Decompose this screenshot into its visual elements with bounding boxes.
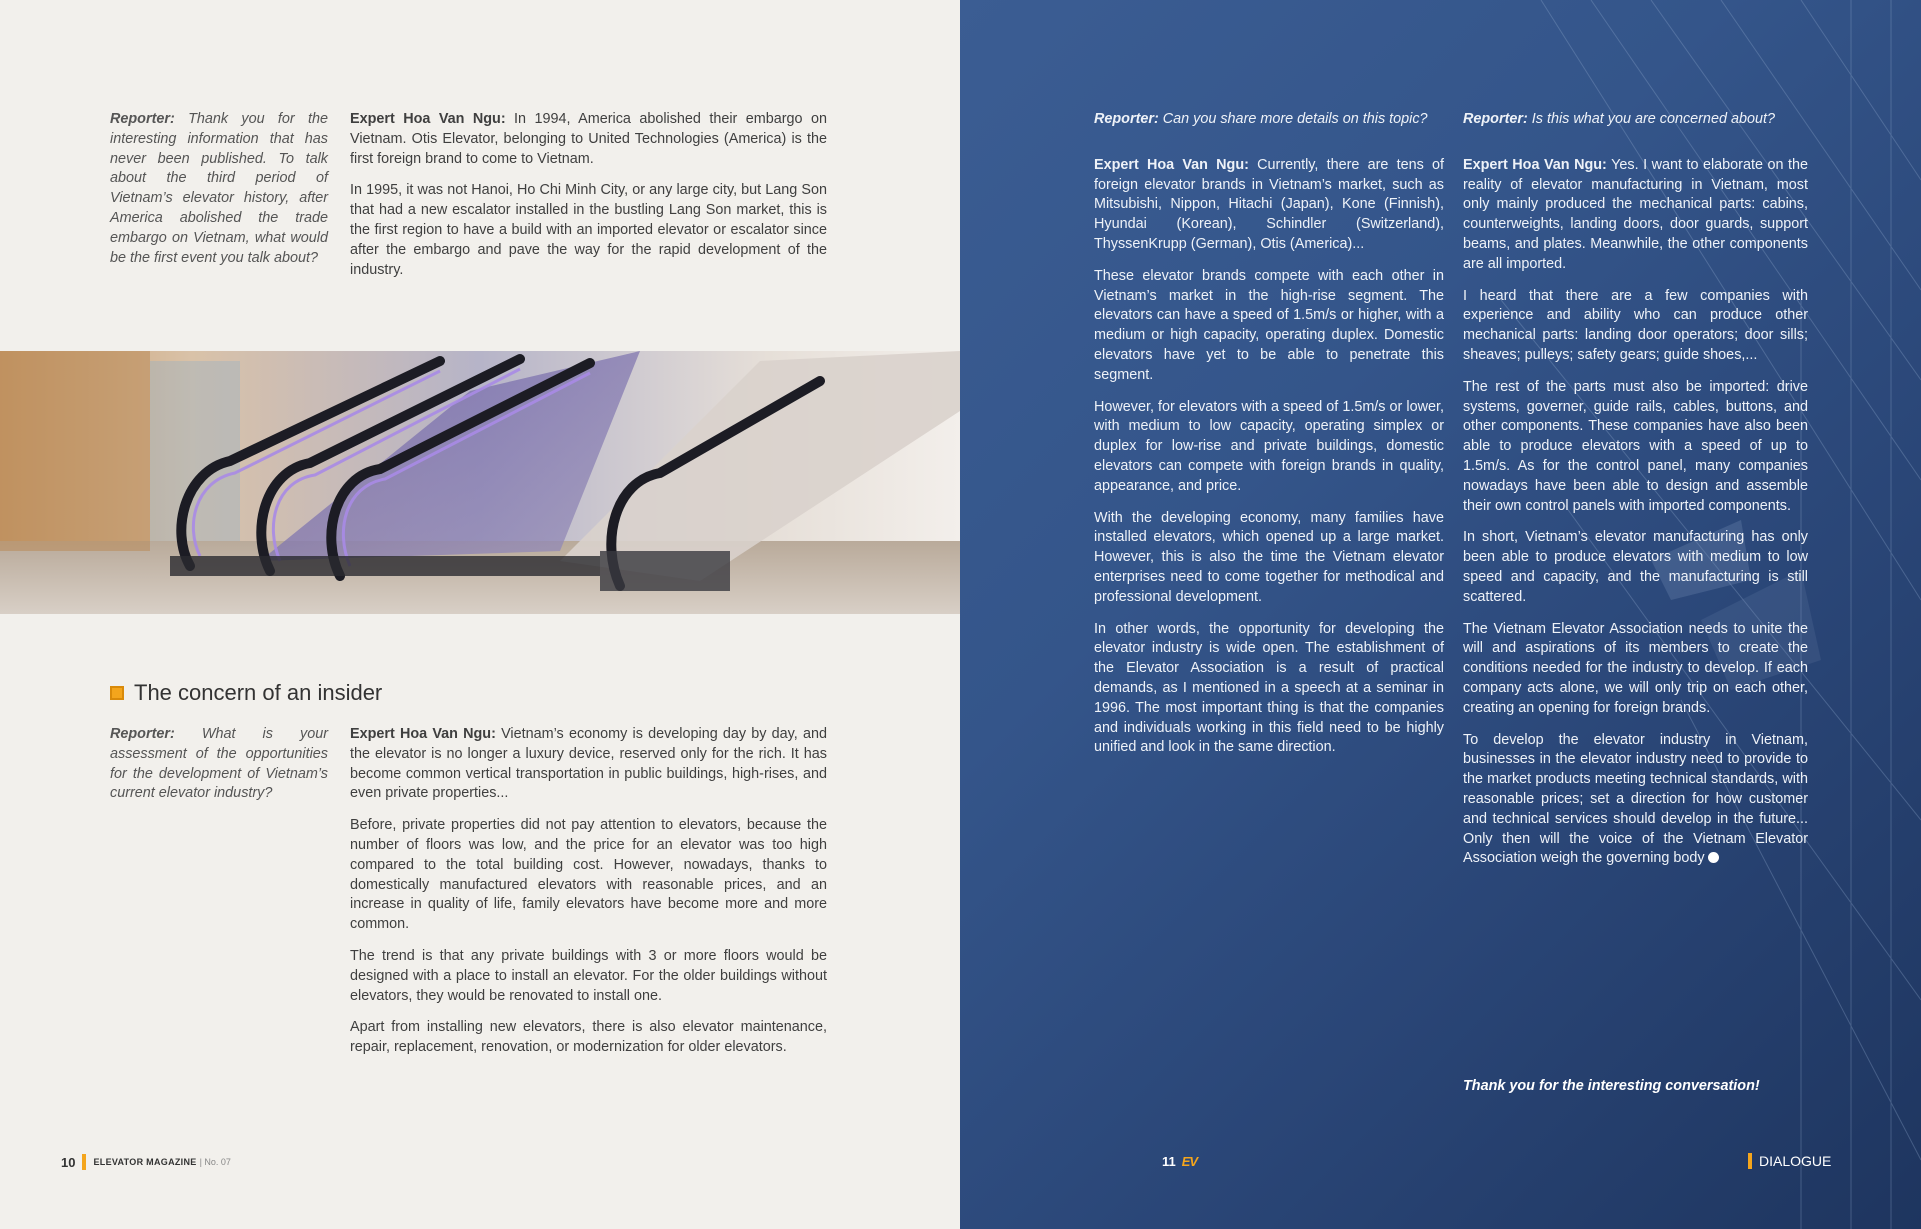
reporter-label: Reporter: bbox=[110, 111, 175, 127]
answer-paragraph: Expert Hoa Van Ngu: Currently, there are tens of foreign elevator brands in Vietnam’s market, such as Mitsubishi, Nippon, Hitachi (Japan), Kone (Finnish), Hyundai (Korean), Schindler (Switzerland), ThyssenKrupp (German), Otis (America)... bbox=[1094, 156, 1444, 252]
reporter-question-3: Reporter: Can you share more details on this topic? bbox=[1094, 111, 1428, 127]
expert-label: Expert Hoa Van Ngu: bbox=[350, 726, 496, 742]
answer-paragraph: Before, private properties did not pay attention to elevators, because the number of floors was low, and the price for an elevator was too high compared to the total building cost. However, nowadays, thanks to domestically manufactured elevators with reasonable prices, and an increase in quality of life, family elevators have become more and more common. bbox=[350, 817, 827, 933]
section-label bbox=[1748, 1153, 1831, 1169]
ev-logo: EV bbox=[1181, 1154, 1198, 1169]
answer-paragraph: With the developing economy, many families have installed elevators, which opened up a large market. However, this is also the time the Vietnam elevator enterprises need to come together for methodical and professional development. bbox=[1094, 509, 1444, 605]
expert-label: Expert Hoa Van Ngu: bbox=[350, 111, 506, 127]
answer-paragraph: The Vietnam Elevator Association needs to unite the will and aspirations of its members to create the conditions needed for the industry to develop. If each company acts alone, we will only trip on each other, creating an opening for foreign brands. bbox=[1463, 620, 1808, 716]
answer-paragraph: The rest of the parts must also be imported: drive systems, governer, guide rails, cables, buttons, and other components. These companies have also been able to produce elevators with a speed of up to 1.5m/s. As for the control panel, many companies nowadays have been able to design and assemble their own control panels with imported components. bbox=[1463, 378, 1808, 514]
reporter-label: Reporter: bbox=[1463, 111, 1528, 127]
page-number: 11 bbox=[1162, 1154, 1176, 1169]
expert-answer-1 bbox=[350, 110, 827, 292]
magazine-name: ELEVATOR MAGAZINE bbox=[93, 1157, 197, 1167]
end-dot-icon bbox=[1708, 852, 1719, 863]
closing-thanks: Thank you for the interesting conversation! bbox=[1463, 1078, 1760, 1094]
section-name: DIALOGUE bbox=[1759, 1153, 1832, 1169]
answer-paragraph: Expert Hoa Van Ngu: Vietnam’s economy is developing day by day, and the elevator is no longer a luxury device, reserved only for the rich. It has become common vertical transportation in public buildings, high-rises, and even private properties... bbox=[350, 726, 827, 802]
left-page bbox=[0, 0, 960, 1229]
reporter-question-1 bbox=[110, 110, 328, 268]
answer-paragraph: In other words, the opportunity for developing the elevator industry is wide open. The establishment of the Elevator Association is a result of practical demands, as I mentioned in a speech at a seminar in 1996. The most important thing is that the companies and individuals working in this field need to be highly unified and look in the same direction. bbox=[1094, 620, 1444, 756]
expert-label: Expert Hoa Van Ngu: bbox=[1094, 156, 1249, 173]
answer-paragraph: The trend is that any private buildings with 3 or more floors would be designed with a place to install an elevator. For the older buildings without elevators, they would be renovated to install one. bbox=[350, 947, 827, 1004]
section-heading bbox=[110, 678, 382, 708]
answer-paragraph: These elevator brands compete with each other in Vietnam’s market in the high-rise segment. The elevators can have a speed of 1.5m/s or higher, with a medium or high capacity, operating duplex. Domestic elevators have yet to be able to penetrate this segment. bbox=[1094, 267, 1444, 383]
reporter-question-4: Reporter: Is this what you are concerned about? bbox=[1463, 111, 1775, 127]
answer-paragraph: Expert Hoa Van Ngu: In 1994, America abolished their embargo on Vietnam. Otis Elevator, belonging to United Technologies (America) is the first foreign brand to come to Vietnam. bbox=[350, 111, 827, 167]
reporter-question-2 bbox=[110, 725, 328, 804]
question-text: What is your assessment of the opportunities for the development of Vietnam’s current elevator industry? bbox=[110, 726, 328, 802]
answer-paragraph: Expert Hoa Van Ngu: Yes. I want to elaborate on the reality of elevator manufacturing in Vietnam, most only mainly produced the mechanical parts: cabins, counterweights, landing doors, door guards, support beams, and plates. Meanwhile, the other components are all imported. bbox=[1463, 156, 1808, 272]
right-column-1 bbox=[1094, 110, 1444, 770]
expert-label: Expert Hoa Van Ngu: bbox=[1463, 156, 1607, 173]
page-footer-left bbox=[61, 1154, 231, 1170]
right-column-2 bbox=[1463, 110, 1808, 881]
answer-paragraph: Apart from installing new elevators, there is also elevator maintenance, repair, replacement, renovation, or modernization for older elevators. bbox=[350, 1019, 827, 1056]
reporter-label: Reporter: bbox=[110, 726, 175, 742]
answer-paragraph: I heard that there are a few companies with experience and ability who can produce other mechanical parts: landing door operators; door sills; sheaves; pulleys; safety gears; guide shoes,... bbox=[1463, 287, 1808, 363]
issue-number: | No. 07 bbox=[199, 1157, 231, 1167]
page-number: 10 bbox=[61, 1154, 76, 1170]
expert-answer-2 bbox=[350, 725, 827, 1070]
answer-paragraph: In short, Vietnam’s elevator manufacturing has only been able to produce elevators with medium to low speed and capacity, and the manufacturing is still scattered. bbox=[1463, 529, 1808, 605]
answer-paragraph: However, for elevators with a speed of 1.5m/s or lower, with medium to low capacity, operating simplex or duplex for low-rise and private buildings, domestic elevators can compete with foreign brands in quality, appearance, and price. bbox=[1094, 398, 1444, 494]
question-text: Thank you for the interesting information that has never been published. To talk about the third period of Vietnam’s elevator history, after America abolished the trade embargo on Vietnam, what would be the first event you talk about? bbox=[110, 111, 328, 266]
escalator-photo bbox=[0, 351, 960, 614]
answer-paragraph: In 1995, it was not Hanoi, Ho Chi Minh City, or any large city, but Lang Son that had a new escalator installed in the bustling Lang Son market, this is the first region to have a build with an imported elevator or escalator since after the embargo and pave the way for the rapid development of the industry. bbox=[350, 182, 827, 278]
escalator-illustration bbox=[0, 351, 960, 614]
page-footer-right bbox=[1162, 1154, 1197, 1169]
section-title: The concern of an insider bbox=[134, 680, 383, 705]
reporter-label: Reporter: bbox=[1094, 111, 1159, 127]
answer-paragraph: To develop the elevator industry in Vietnam, businesses in the elevator industry need to provide to the market products meeting technical standards, with reasonable prices; set a direction for how customer and technical services should develop in the future... Only then will the voice of the Vietnam Elevator Association weigh the governing body bbox=[1463, 731, 1808, 867]
right-page bbox=[960, 0, 1921, 1229]
footer-accent-bar bbox=[82, 1154, 86, 1170]
section-square-icon bbox=[110, 686, 124, 700]
footer-accent-bar bbox=[1748, 1153, 1752, 1169]
